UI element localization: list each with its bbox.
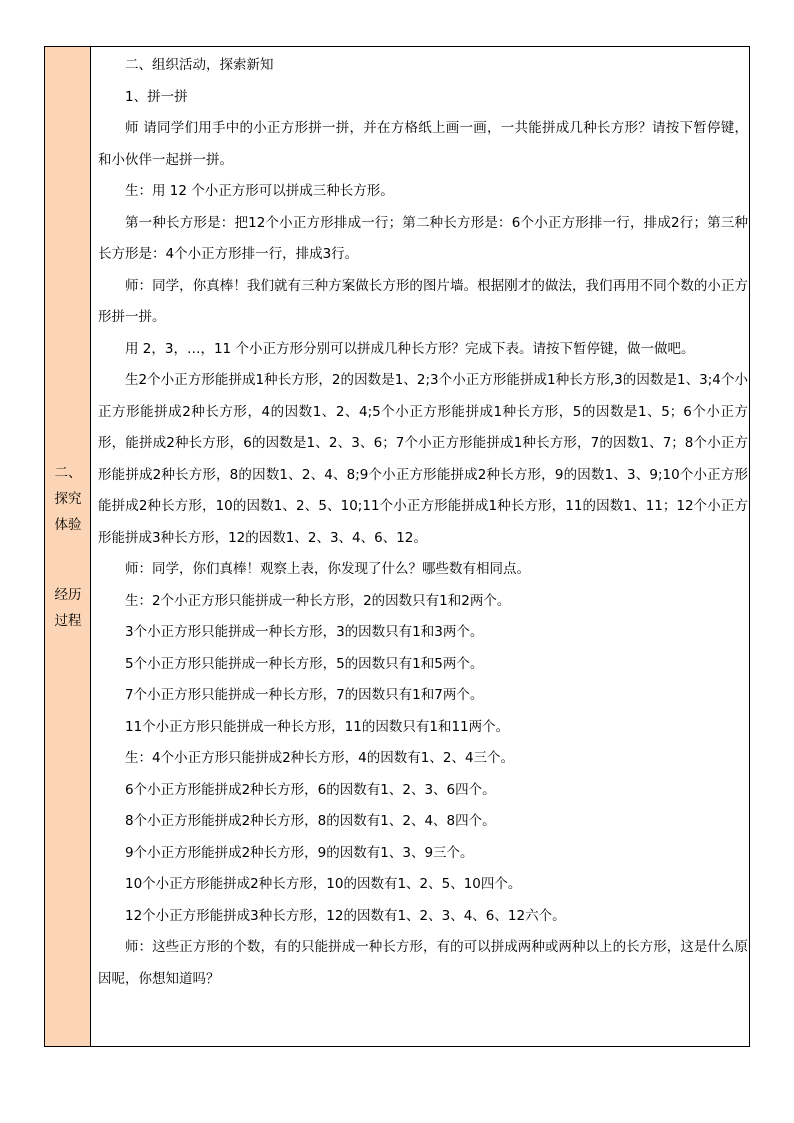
paragraph: 生：用 12 个小正方形可以拼成三种长方形。 [125, 183, 394, 199]
paragraph: 11个小正方形只能拼成一种长方形，11的因数只有1和11两个。 [125, 718, 510, 735]
subsection-heading: 1、拼一拼 [125, 88, 188, 105]
paragraph: 5个小正方形只能拼成一种长方形，5的因数只有1和5两个。 [125, 655, 484, 672]
paragraph: 8个小正方形能拼成2种长方形，8的因数有1、2、4、8四个。 [125, 813, 496, 829]
paragraph: 7个小正方形只能拼成一种长方形，7的因数只有1和7两个。 [125, 687, 484, 703]
lesson-content-cell [91, 47, 749, 1046]
paragraph: 3个小正方形只能拼成一种长方形，3的因数只有1和3两个。 [125, 624, 484, 640]
paragraph: 12个小正方形能拼成3种长方形，12的因数有1、2、3、4、6、12六个。 [125, 907, 566, 924]
paragraph: 第一种长方形是：把12个小正方形排成一行；第二种长方形是：6个小正方形排一行，排成2行；第三种长方形是：4个小正方形排一行，排成3行。 [98, 214, 748, 262]
paragraph: 用 2，3，…，11 个小正方形分别可以拼成几种长方形？完成下表。请按下暂停键，做一做吧。 [125, 340, 695, 357]
lesson-table [44, 46, 750, 1047]
paragraph: 师：同学，你真棒！我们就有三种方案做长方形的图片墙。根据刚才的做法，我们再用不同个数的小正方形拼一拼。 [98, 277, 748, 325]
paragraph: 师 请同学们用手中的小正方形拼一拼，并在方格纸上画一画，一共能拼成几种长方形？请按下暂停键，和小伙伴一起拼一拼。 [98, 120, 748, 168]
section-label-cell [45, 47, 91, 1046]
paragraph: 师：这些正方形的个数，有的只能拼成一种长方形，有的可以拼成两种或两种以上的长方形，这是什么原因呢，你想知道吗？ [98, 939, 748, 987]
section-label-line: 经历 [54, 587, 82, 603]
section-label-bottom [45, 582, 91, 634]
section-label-line: 过程 [54, 613, 82, 629]
section-label-line: 二、 [54, 465, 82, 481]
paragraph: 师：同学，你们真棒！观察上表，你发现了什么？哪些数有相同点。 [125, 561, 530, 577]
paragraph: 生2个小正方形能拼成1种长方形，2的因数是1、2;3个小正方形能拼成1种长方形,3的因数是1、3;4个小正方形能拼成2种长方形，4的因数1、2、4;5个小正方形能拼成1种长方形，5的因数是1、5；6个小正方形，能拼成2种长方形，6的因数是1、2、3、6；7个小正方形能拼成1种长方形，7的因数1、7；8个小正方形能拼成2种长方形，8的因数1、2、4、8;9个小正方形能拼成2种长方形，9的因数1、3、9;10个小正方形能拼成2种长方形，10的因数1、2、5、10;11个小正方形能拼成1种长方形，11的因数1、11；12个小正方形能拼成3种长方形，12的因数1、2、3、4、6、12。 [98, 372, 748, 546]
paragraph: 10个小正方形能拼成2种长方形，10的因数有1、2、5、10四个。 [125, 876, 522, 892]
paragraph: 生：4个小正方形只能拼成2种长方形，4的因数有1、2、4三个。 [125, 750, 515, 766]
lesson-paragraphs [98, 50, 748, 995]
paragraph: 6个小正方形能拼成2种长方形，6的因数有1、2、3、6四个。 [125, 781, 496, 798]
paragraph: 9个小正方形能拼成2种长方形，9的因数有1、3、9三个。 [125, 844, 474, 861]
section-label-top [45, 460, 91, 538]
paragraph: 生：2个小正方形只能拼成一种长方形，2的因数只有1和2两个。 [125, 592, 511, 609]
section-label-line: 探究 [54, 491, 82, 507]
section-label-line: 体验 [54, 517, 82, 533]
section-heading: 二、组织活动，探索新知 [125, 57, 274, 73]
